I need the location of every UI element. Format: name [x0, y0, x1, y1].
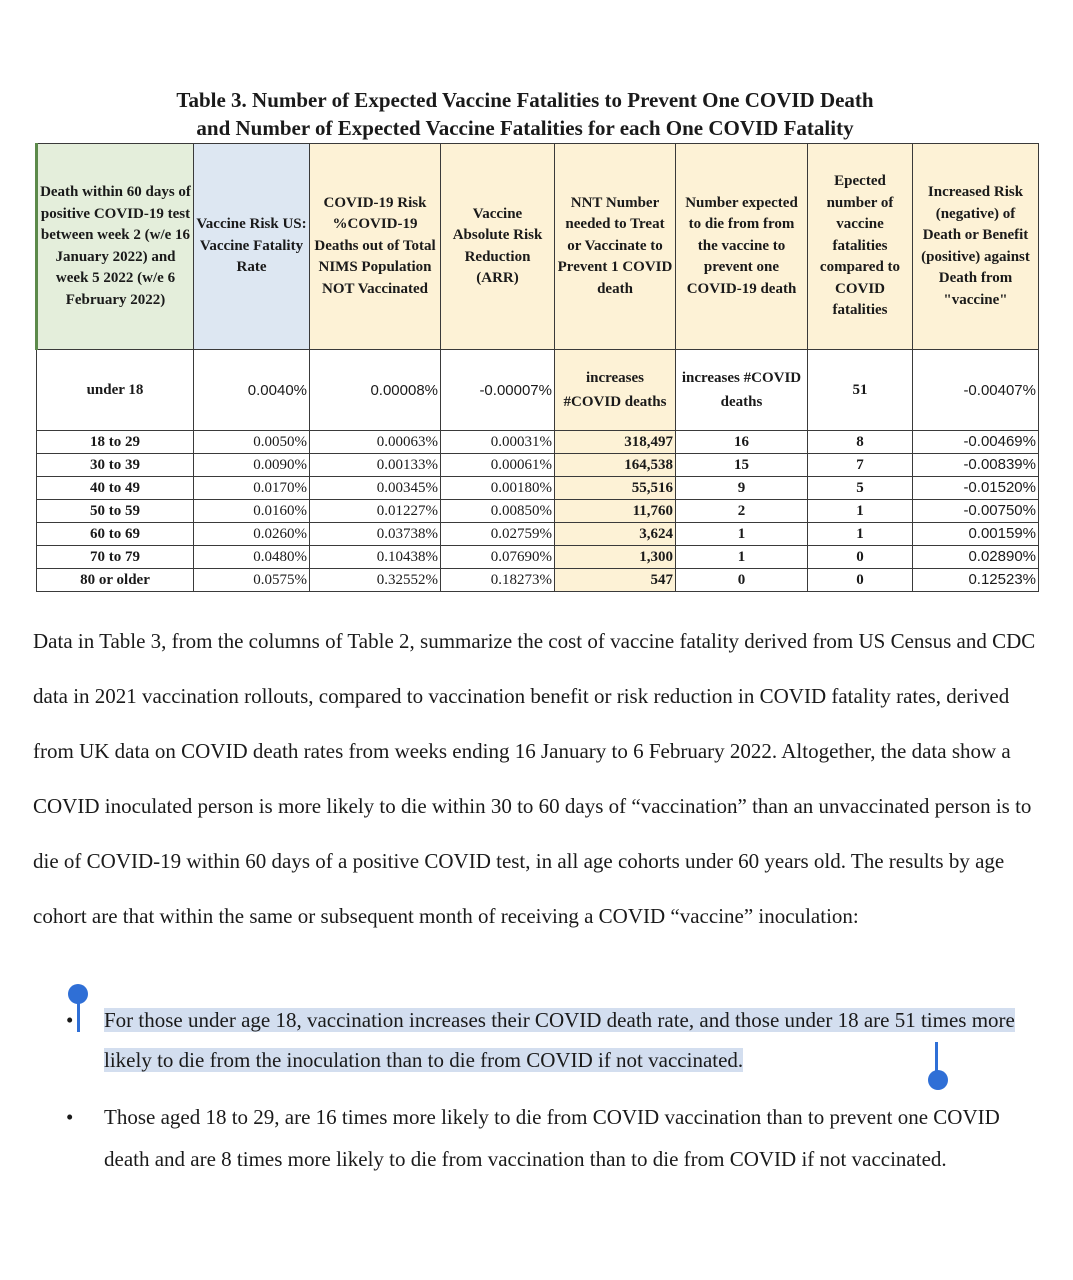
table-title-line-1: Table 3. Number of Expected Vaccine Fatalities to Prevent One COVID Death — [176, 88, 874, 112]
cell-covid-risk: 0.00345% — [310, 477, 441, 500]
cell-covid-risk: 0.01227% — [310, 500, 441, 523]
bullet-item — [60, 1096, 1050, 1180]
cell-age: 18 to 29 — [37, 431, 194, 454]
cell-nnt: 11,760 — [555, 500, 676, 523]
table-row — [37, 454, 1039, 477]
cell-increased-risk: -0.01520% — [913, 477, 1039, 500]
table-row — [37, 546, 1039, 569]
header-increased-risk: Increased Risk (negative) of Death or Benefit (positive) against Death from "vaccine" — [913, 144, 1039, 350]
cell-age: 60 to 69 — [37, 523, 194, 546]
cell-nnt: 55,516 — [555, 477, 676, 500]
cell-arr: 0.00850% — [441, 500, 555, 523]
header-row — [37, 144, 1039, 350]
cell-expected-vs-covid: 1 — [808, 523, 913, 546]
cell-expected-vs-covid: 5 — [808, 477, 913, 500]
cell-expected-die: 1 — [676, 523, 808, 546]
cell-nnt: 318,497 — [555, 431, 676, 454]
bullet-icon: • — [66, 1105, 74, 1129]
cell-expected-die: 0 — [676, 569, 808, 592]
cell-expected-vs-covid: 0 — [808, 569, 913, 592]
cell-vaccine-risk: 0.0170% — [194, 477, 310, 500]
cell-expected-die: 9 — [676, 477, 808, 500]
cell-covid-risk: 0.00133% — [310, 454, 441, 477]
table-3 — [35, 143, 1039, 592]
cell-covid-risk: 0.32552% — [310, 569, 441, 592]
table-row — [37, 431, 1039, 454]
cell-vaccine-risk: 0.0480% — [194, 546, 310, 569]
selection-end-handle-icon[interactable] — [928, 1070, 948, 1090]
cell-expected-die: 2 — [676, 500, 808, 523]
cell-nnt: increases #COVID deaths — [555, 350, 676, 431]
header-vaccine-risk: Vaccine Risk US: Vaccine Fatality Rate — [194, 144, 310, 350]
cell-nnt: 164,538 — [555, 454, 676, 477]
cell-increased-risk: -0.00839% — [913, 454, 1039, 477]
cell-vaccine-risk: 0.0050% — [194, 431, 310, 454]
cell-arr: 0.00061% — [441, 454, 555, 477]
selected-text[interactable]: For those under age 18, vaccination increases their COVID death rate, and those under 18 are 51 times more likely to die from the inoculation than to die from COVID if not vaccinated. — [104, 1008, 1015, 1072]
cell-vaccine-risk: 0.0160% — [194, 500, 310, 523]
cell-covid-risk: 0.03738% — [310, 523, 441, 546]
cell-age: under 18 — [37, 350, 194, 431]
cell-expected-die: increases #COVID deaths — [676, 350, 808, 431]
selection-start-caret — [77, 996, 80, 1032]
table-row — [37, 477, 1039, 500]
cell-nnt: 547 — [555, 569, 676, 592]
cell-expected-die: 1 — [676, 546, 808, 569]
cell-increased-risk: -0.00469% — [913, 431, 1039, 454]
cell-increased-risk: 0.02890% — [913, 546, 1039, 569]
cell-age: 50 to 59 — [37, 500, 194, 523]
header-age-cohort: Death within 60 days of positive COVID-19 test between week 2 (w/e 16 January 2022) and week 5 2022 (w/e 6 February 2022) — [37, 144, 194, 350]
cell-arr: 0.00180% — [441, 477, 555, 500]
bullet-text: Those aged 18 to 29, are 16 times more likely to die from COVID vaccination than to prevent one COVID death and are 8 times more likely to die from vaccination than to die from COVID if not vaccinated. — [104, 1105, 1000, 1171]
cell-arr: 0.18273% — [441, 569, 555, 592]
table-title-line-2: and Number of Expected Vaccine Fatalities for each One COVID Fatality — [196, 116, 854, 140]
cell-vaccine-risk: 0.0090% — [194, 454, 310, 477]
table-row — [37, 350, 1039, 431]
cell-vaccine-risk: 0.0575% — [194, 569, 310, 592]
cell-nnt: 1,300 — [555, 546, 676, 569]
cell-vaccine-risk: 0.0040% — [194, 350, 310, 431]
table-row — [37, 569, 1039, 592]
cell-arr: 0.00031% — [441, 431, 555, 454]
header-nnt: NNT Number needed to Treat or Vaccinate to Prevent 1 COVID death — [555, 144, 676, 350]
cell-arr: -0.00007% — [441, 350, 555, 431]
table-row — [37, 523, 1039, 546]
cell-age: 40 to 49 — [37, 477, 194, 500]
header-arr: Vaccine Absolute Risk Reduction (ARR) — [441, 144, 555, 350]
cell-increased-risk: -0.00407% — [913, 350, 1039, 431]
cell-increased-risk: 0.00159% — [913, 523, 1039, 546]
cell-arr: 0.02759% — [441, 523, 555, 546]
cell-expected-vs-covid: 51 — [808, 350, 913, 431]
header-expected-vs-covid: Epected number of vaccine fatalities compared to COVID fatalities — [808, 144, 913, 350]
cell-nnt: 3,624 — [555, 523, 676, 546]
cell-covid-risk: 0.00008% — [310, 350, 441, 431]
cell-expected-vs-covid: 7 — [808, 454, 913, 477]
table-title — [100, 86, 950, 142]
cell-increased-risk: -0.00750% — [913, 500, 1039, 523]
body-paragraph: Data in Table 3, from the columns of Table 2, summarize the cost of vaccine fatality derived from US Census and CDC data in 2021 vaccination rollouts, compared to vaccination benefit or risk reduction in COVID fatality rates, derived from UK data on COVID death rates from weeks ending 16 January to 6 February 2022. Altogether, the data show a COVID inoculated person is more likely to die within 30 to 60 days of “vaccination” than an unvaccinated person is to die of COVID-19 within 60 days of a positive COVID test, in all age cohorts under 60 years old. The results by age cohort are that within the same or subsequent month of receiving a COVID “vaccine” inoculation: — [33, 629, 1036, 928]
cell-expected-vs-covid: 1 — [808, 500, 913, 523]
cell-age: 80 or older — [37, 569, 194, 592]
cell-arr: 0.07690% — [441, 546, 555, 569]
cell-increased-risk: 0.12523% — [913, 569, 1039, 592]
cell-age: 30 to 39 — [37, 454, 194, 477]
header-expected-die: Number expected to die from from the vaccine to prevent one COVID-19 death — [676, 144, 808, 350]
cell-expected-die: 16 — [676, 431, 808, 454]
table-row — [37, 500, 1039, 523]
cell-expected-vs-covid: 8 — [808, 431, 913, 454]
header-covid-risk: COVID-19 Risk %COVID-19 Deaths out of Total NIMS Population NOT Vaccinated — [310, 144, 441, 350]
bullet-icon: • — [66, 1008, 74, 1032]
cell-expected-vs-covid: 0 — [808, 546, 913, 569]
bullet-item-selected[interactable] — [60, 1000, 1050, 1080]
cell-covid-risk: 0.00063% — [310, 431, 441, 454]
cell-vaccine-risk: 0.0260% — [194, 523, 310, 546]
cell-covid-risk: 0.10438% — [310, 546, 441, 569]
cell-age: 70 to 79 — [37, 546, 194, 569]
bullet-list — [60, 1000, 1050, 1180]
cell-expected-die: 15 — [676, 454, 808, 477]
